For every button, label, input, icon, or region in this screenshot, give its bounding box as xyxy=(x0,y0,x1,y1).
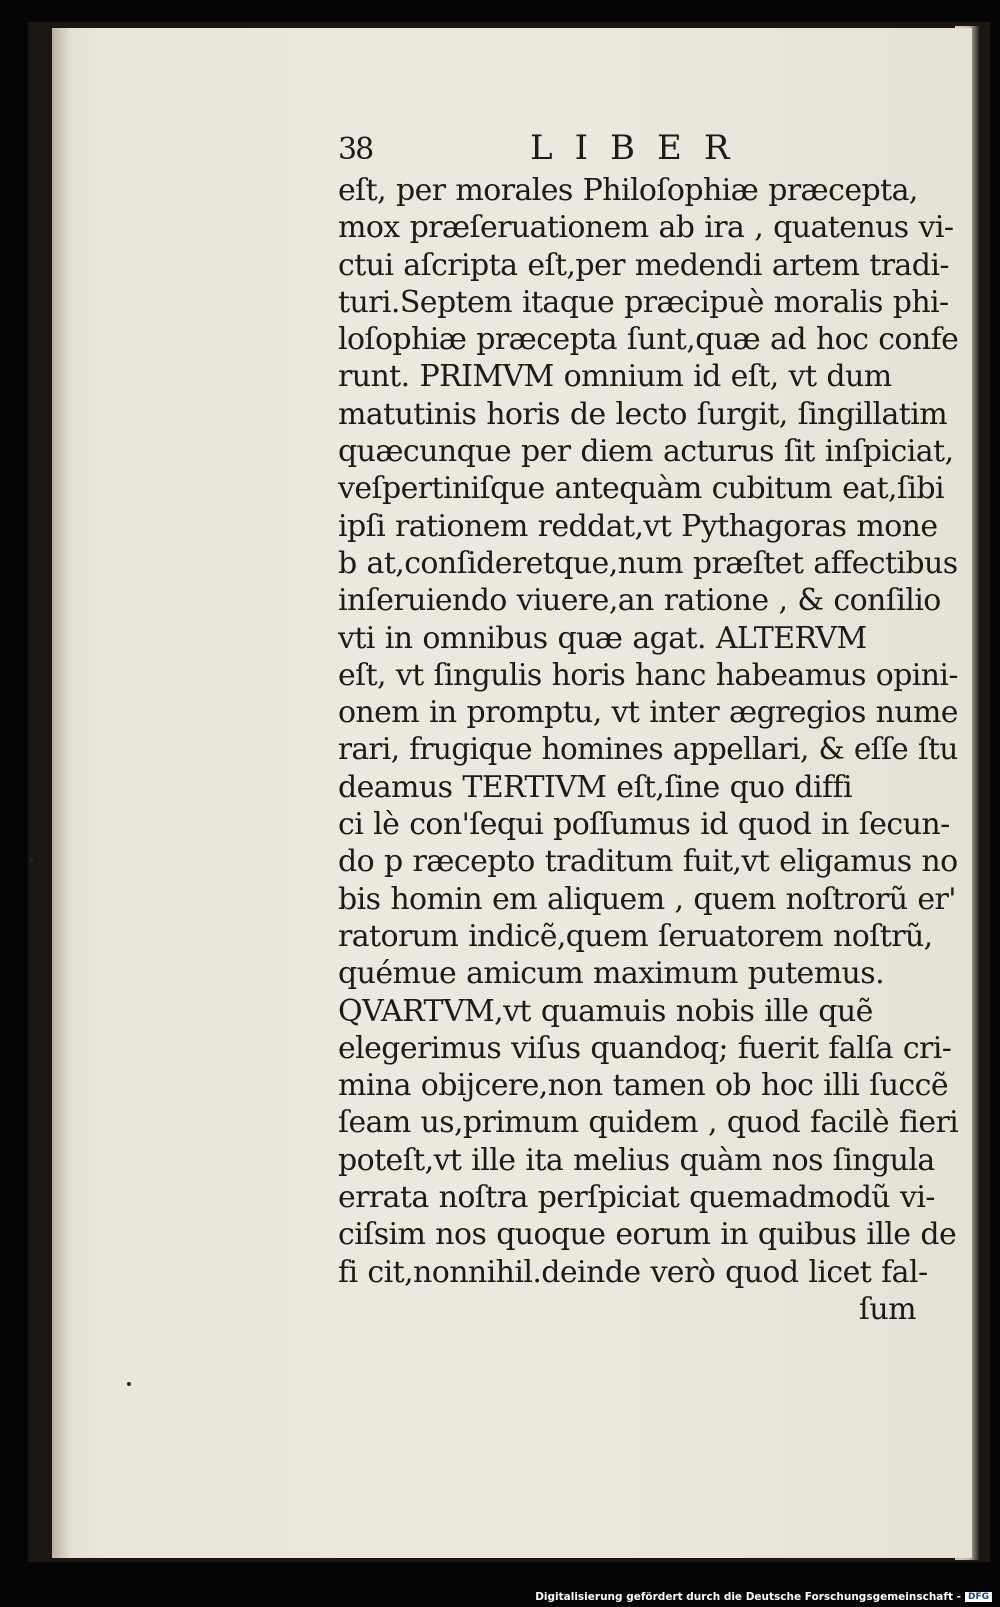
text-line: b at,conſideretque,num præſtet affectibus xyxy=(338,545,958,581)
text-line: inſeruiendo viuere,an ratione , & conſilio xyxy=(338,583,941,619)
text-line: bis homin em aliquem , quem noſtrorũ er' xyxy=(338,881,956,917)
text-line: eſt, per morales Philoſophiæ præcepta, xyxy=(338,173,918,208)
running-head: LIBER xyxy=(530,128,752,168)
text-lines xyxy=(338,172,958,1291)
text-line: errata noſtra perſpiciat quemadmodũ vi- xyxy=(338,1180,935,1216)
page-header xyxy=(338,128,958,172)
text-line: deamus TERTIVM eſt,ſine quo diffi xyxy=(338,769,852,805)
text-line: vti in omnibus quæ agat. ALTERVM xyxy=(338,620,867,656)
paper-speck xyxy=(30,858,33,861)
text-line: do p ræcepto traditum fuit,vt eligamus no xyxy=(338,844,958,880)
text-line: ipſi rationem reddat,vt Pythagoras mone xyxy=(338,508,938,544)
text-line: turi.Septem itaque præcipuè moralis phi- xyxy=(338,284,949,320)
text-line: quémue amicum maximum putemus. xyxy=(338,956,885,992)
text-line: QVARTVM,vt quamuis nobis ille quẽ xyxy=(338,993,873,1029)
text-line: ratorum indicẽ,quem ſeruatorem noſtrũ, xyxy=(338,918,933,954)
digitization-credit xyxy=(535,1591,992,1603)
dfg-logo: DFG xyxy=(965,1592,992,1602)
text-line: quæcunque per diem acturus ſit inſpiciat, xyxy=(338,434,954,470)
text-line: mina obijcere,non tamen ob hoc illi ſuccẽ xyxy=(338,1068,948,1104)
catchword: ſum xyxy=(858,1291,916,1327)
text-line: fi cit,nonnihil.deinde verò quod licet fal- xyxy=(338,1254,928,1290)
text-line: loſophiæ præcepta ſunt,quæ ad hoc confe xyxy=(338,322,959,358)
text-line: veſpertiniſque antequàm cubitum eat,ſibi xyxy=(338,471,945,507)
text-line: mox præſeruationem ab ira , quatenus vi- xyxy=(338,210,954,246)
text-line: elegerimus viſus quandoq; fuerit falſa cri- xyxy=(338,1030,952,1066)
gutter-shadow xyxy=(52,28,70,1558)
text-line: matutinis horis de lecto ſurgit, ſingillatim xyxy=(338,396,948,432)
text-line: ci lè con'ſequi poſſumus id quod in ſecun- xyxy=(338,807,950,843)
text-line: poteſt,vt ille ita melius quàm nos ſingula xyxy=(338,1142,935,1178)
page-text xyxy=(338,128,958,1328)
text-line: rari, frugique homines appellari, & eſſe ſtu xyxy=(338,732,958,768)
text-line: eſt, vt ſingulis horis hanc habeamus opini- xyxy=(338,657,958,693)
page-number: 38 xyxy=(338,132,373,167)
paper-speck xyxy=(127,1382,131,1386)
text-line: ctui aſcripta eſt,per medendi artem tradi- xyxy=(338,247,949,283)
credit-text: Digitalisierung gefördert durch die Deutsche Forschungsgemeinschaft - xyxy=(535,1591,961,1603)
text-line: ſeam us,primum quidem , quod facilè fieri xyxy=(338,1105,959,1141)
text-line: runt. PRIMVM omnium id eſt, vt dum xyxy=(338,359,892,395)
text-line: ciſsim nos quoque eorum in quibus ille de xyxy=(338,1217,957,1253)
text-line: onem in promptu, vt inter ægregios nume xyxy=(338,695,958,731)
